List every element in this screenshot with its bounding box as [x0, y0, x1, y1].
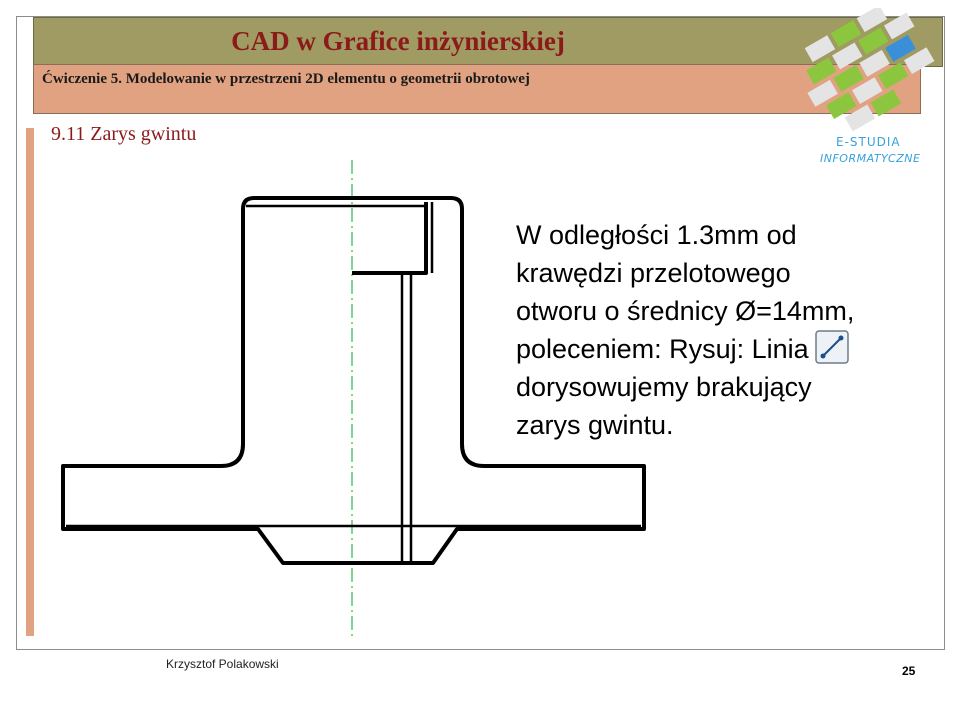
instruction-line-4: [516, 330, 936, 368]
author-name: Krzysztof Polakowski: [166, 657, 279, 671]
slide-title: CAD w Grafice inżynierskiej: [231, 26, 565, 56]
page-number: 25: [902, 664, 916, 678]
instruction-line-6: zarys gwintu.: [516, 410, 674, 440]
instruction-line-1: W odległości 1.3mm od: [516, 220, 797, 250]
logo-text-estudia: E-STUDIA: [836, 135, 901, 149]
instruction-text: [516, 216, 936, 444]
instruction-line-4-text: poleceniem: Rysuj: Linia: [516, 334, 809, 364]
section-title: 9.11 Zarys gwintu: [51, 123, 197, 145]
instruction-line-3: otworu o średnicy Ø=14mm,: [516, 296, 855, 326]
instruction-line-2: krawędzi przelotowego: [516, 258, 791, 288]
line-tool-icon: [815, 330, 849, 364]
logo-text-informatyczne: INFORMATYCZNE: [820, 152, 921, 165]
left-accent-stripe: [26, 128, 34, 636]
instruction-line-5: dorysowujemy brakujący: [516, 372, 812, 402]
slide-subtitle: Ćwiczenie 5. Modelowanie w przestrzeni 2D elementu o geometrii obrotowej: [42, 71, 530, 87]
upper-recess: [352, 202, 426, 273]
part-outline: [63, 198, 352, 563]
